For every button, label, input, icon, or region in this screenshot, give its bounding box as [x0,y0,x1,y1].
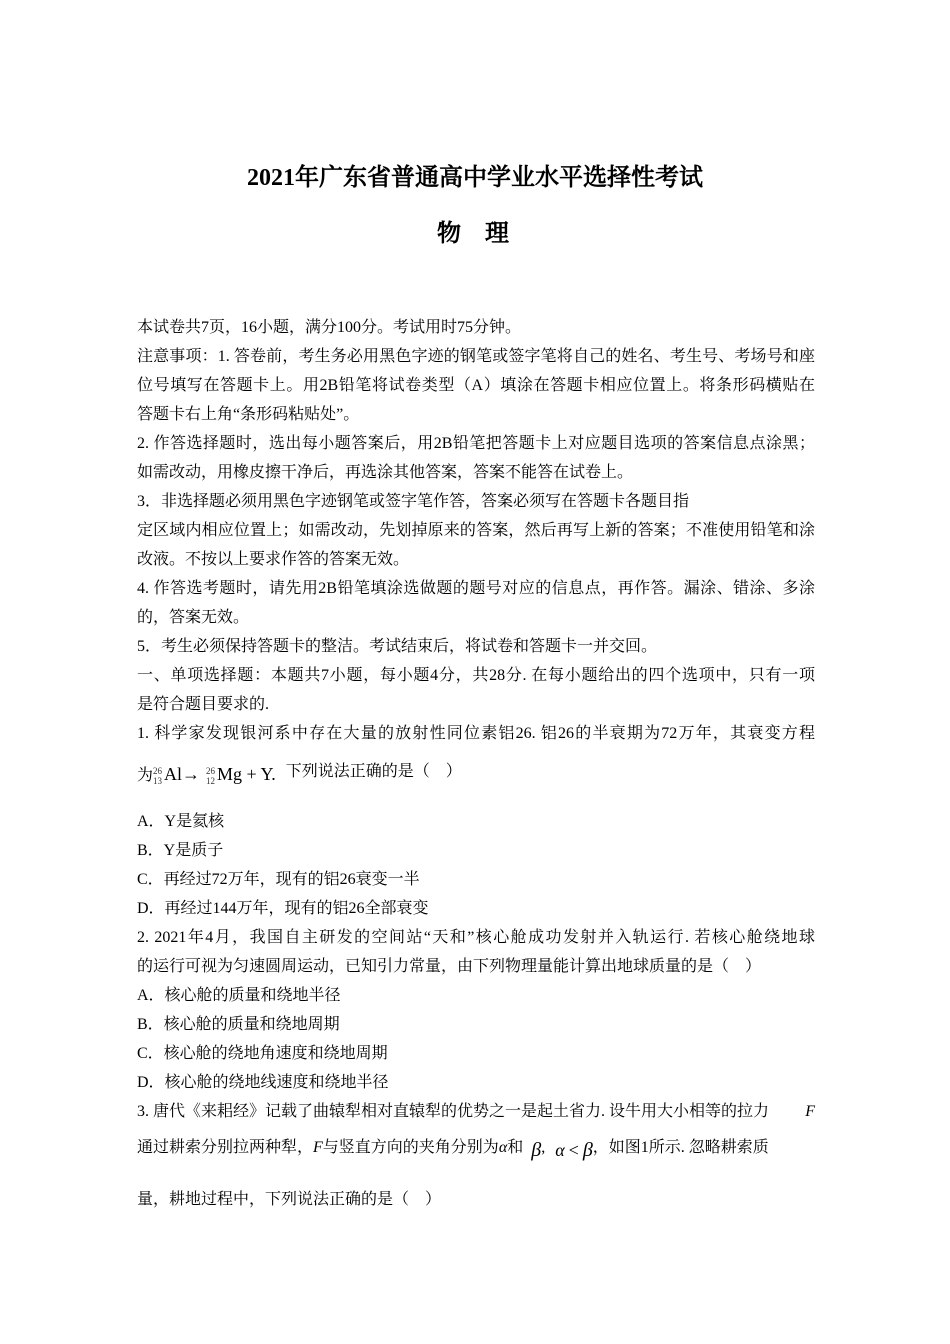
notice-2-line-2: 如需改动，用橡皮擦干净后，再选涂其他答案，答案不能答在试卷上。 [137,464,634,481]
al-atomic-number: 13 [153,775,163,786]
notice-5: 5．考生必须保持答题卡的整洁。考试结束后，将试卷和答题卡一并交回。 [137,638,658,655]
q1-stem-prefix: 为 [137,767,154,784]
beta-symbol: β [531,1139,542,1161]
mg-symbol: Mg [217,764,243,784]
q3-comma: , [541,1139,546,1156]
plus-symbol: + [246,764,257,784]
subject-title: 物理 [437,221,533,247]
arrow-symbol: → [182,764,201,784]
notice-1-line-2: 位号填写在答题卡上。用2B铅笔将试卷类型（A）填涂在答题卡相应位置上。将条形码横贴在 [137,377,815,394]
q1-stem-suffix: 下列说法正确的是（ ） [285,763,462,780]
q3-stem-text-a: 通过耕索分别拉两种犁， [137,1139,314,1156]
q2-option-d: D．核心舱的绕地线速度和绕地半径 [137,1074,389,1091]
q1-stem-line-2 [137,762,462,788]
notice-2-line-1: 2. 作答选择题时，选出每小题答案后，用2B铅笔把答题卡上对应题目选项的答案信息点涂黑； [137,435,815,452]
q1-option-b: B．Y是质子 [137,842,224,859]
section-1-heading-line-1: 一、单项选择题：本题共7小题，每小题4分，共28分. 在每小题给出的四个选项中，只有一项 [137,667,815,684]
q3-stem-line-1 [137,1102,815,1122]
notice-3-line-1: 3．非选择题必须用黑色字迹钢笔或签字笔作答，答案必须写在答题卡各题目指 [137,493,690,510]
alpha-symbol-2: α [555,1140,565,1160]
exam-summary: 本试卷共7页，16小题，满分100分。考试用时75分钟。 [137,319,522,336]
q3-force-f-2: F [313,1139,323,1156]
q2-option-b: B．核心舱的质量和绕地周期 [137,1016,340,1033]
y-symbol: Y [260,764,272,784]
notice-3-line-2: 定区域内相应位置上；如需改动，先划掉原来的答案，然后再写上新的答案；不准使用铅笔和涂 [137,522,815,539]
q3-stem-text: 3. 唐代《来耜经》记载了曲辕犁相对直辕犁的优势之一是起土省力. 设牛用大小相等的拉力 [137,1103,770,1120]
q1-option-c: C．再经过72万年，现有的铝26衰变一半 [137,871,420,888]
q2-option-a: A．核心舱的质量和绕地半径 [137,987,341,1004]
alpha-symbol: α [498,1139,508,1156]
notice-1-line-3: 答题卡右上角“条形码粘贴处”。 [137,406,360,423]
exam-title: 2021年广东省普通高中学业水平选择性考试 [247,165,703,191]
section-1-heading-line-2: 是符合题目要求的. [137,696,270,713]
notice-4-line-2: 的，答案无效。 [137,609,250,626]
notice-4-line-1: 4. 作答选考题时，请先用2B铅笔填涂选做题的题号对应的信息点，再作答。漏涂、错涂、多涂 [137,580,815,597]
less-than-symbol: < [568,1140,579,1160]
mg-atomic-number: 12 [206,775,216,786]
q2-stem-line-1: 2. 2021年4月，我国自主研发的空间站“天和”核心舱成功发射并入轨运行. 若核心舱绕地球 [137,929,815,946]
q3-force-f: F [805,1103,815,1120]
q3-stem-text-b: 与竖直方向的夹角分别为 [322,1139,499,1156]
mg-mass-number: 26 [206,765,216,776]
q1-option-a: A．Y是氦核 [137,813,225,830]
q2-option-c: C．核心舱的绕地角速度和绕地周期 [137,1045,388,1062]
q3-stem-line-3: 量，耕地过程中，下列说法正确的是（ ） [137,1191,442,1208]
q3-and: 和 [507,1139,524,1156]
q3-stem-line-2 [137,1136,769,1161]
al-mass-number: 26 [153,765,163,776]
q1-stem-line-1: 1. 科学家发现银河系中存在大量的放射性同位素铝26. 铝26的半衰期为72万年，其衰变方程 [137,725,815,742]
q3-stem-text-c: ，如图1所示. 忽略耕索质 [592,1139,769,1156]
q1-option-d: D．再经过144万年，现有的铝26全部衰变 [137,900,429,917]
equation-dot: . [271,764,276,784]
al-symbol: Al [164,764,183,784]
q2-stem-line-2: 的运行可视为匀速圆周运动，已知引力常量，由下列物理量能计算出地球质量的是（ ） [137,958,762,975]
decay-equation [153,762,276,786]
notice-3-line-3: 改液。不按以上要求作答的答案无效。 [137,551,410,568]
notice-1-line-1: 注意事项：1. 答卷前，考生务必用黑色字迹的钢笔或签字笔将自己的姓名、考生号、考场号和座 [137,348,815,365]
beta-symbol-2: β [582,1139,593,1161]
